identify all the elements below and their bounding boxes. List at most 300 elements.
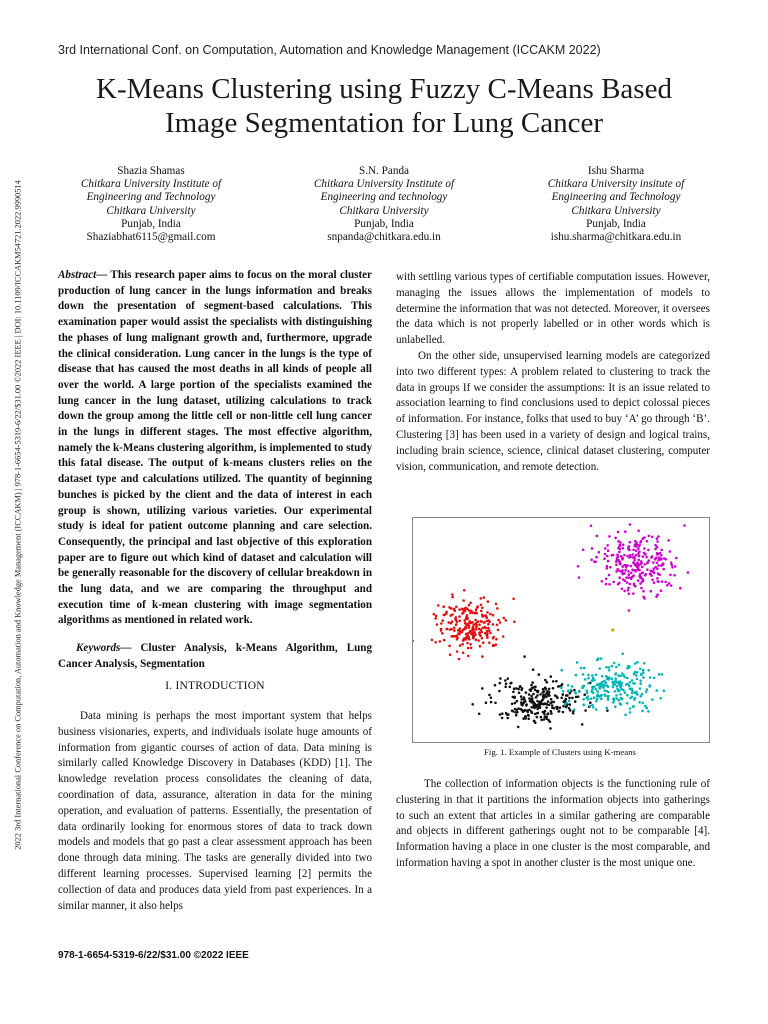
centroid-point <box>611 628 614 631</box>
side-doi-text: 2022 3rd International Conference on Computation, Automation and Knowledge Management (ICCAKM) | 978-1-6654-5319-6/22/$31.00 ©2022 IEEE | DOI: 10.1109/ICCAKM54721.2022.9990514 <box>13 180 23 850</box>
cluster-point <box>534 721 537 724</box>
cluster-point <box>535 705 538 708</box>
cluster-point <box>464 607 467 610</box>
cluster-point <box>560 669 563 672</box>
cluster-point <box>517 726 520 729</box>
cluster-point <box>650 556 653 559</box>
cluster-point <box>499 621 502 624</box>
cluster-point <box>475 638 478 641</box>
cluster-point <box>462 652 465 655</box>
cluster-point <box>621 557 624 560</box>
cluster-point <box>516 711 519 714</box>
cluster-point <box>619 702 622 705</box>
cluster-point <box>687 571 690 574</box>
cluster-point <box>453 629 456 632</box>
cluster-point <box>463 589 466 592</box>
cluster-point <box>664 581 667 584</box>
cluster-point <box>639 668 642 671</box>
cluster-point <box>586 689 589 692</box>
cluster-point <box>469 612 472 615</box>
cluster-point <box>457 629 460 632</box>
cluster-point <box>635 554 638 557</box>
cluster-point <box>607 698 610 701</box>
cluster-point <box>560 686 563 689</box>
cluster-point <box>527 714 530 717</box>
cluster-point <box>548 688 551 691</box>
cluster-point <box>663 690 666 693</box>
cluster-point <box>449 653 452 656</box>
cluster-point <box>501 717 504 720</box>
cluster-point <box>639 695 642 698</box>
cluster-point <box>608 583 611 586</box>
cluster-point <box>646 688 649 691</box>
cluster-point <box>466 617 469 620</box>
cluster-point <box>609 566 612 569</box>
intro-paragraph-1: Data mining is perhaps the most important system that helps business visionaries, experts, and individuals isolate huge amounts of information from gigantic courses of action of data. Data mining is similarly called Knowledge Discovery in Databases (KDD) [1]. The knowledge revelation process consolidates the cleaning of data, coordination of data, assurance, alteration in data for the mining operation, and evaluation of patterns. Essentially, the presentation of data ordinarily looking for enormous stores of data to track down models and models that go past a clear assessment approach has been done through data mining. The tasks are generally divided into two different learning processes. Supervised learning [2] permits the collection of data and produces data yield from past experiences. In a similar manner, it also helps <box>58 710 372 912</box>
cluster-point <box>513 696 516 699</box>
cluster-point <box>625 564 628 567</box>
cluster-point <box>450 607 453 610</box>
cluster-point <box>539 693 542 696</box>
cluster-point <box>661 564 664 567</box>
cluster-point <box>620 681 623 684</box>
footer-copyright: 978-1-6654-5319-6/22/$31.00 ©2022 IEEE <box>58 950 249 961</box>
cluster-point <box>455 623 458 626</box>
cluster-point <box>612 686 615 689</box>
cluster-point <box>615 564 618 567</box>
cluster-point <box>577 695 580 698</box>
cluster-point <box>600 657 603 660</box>
cluster-point <box>482 641 485 644</box>
author-location: Punjab, India <box>354 217 414 230</box>
cluster-point <box>647 710 650 713</box>
cluster-point <box>578 690 581 693</box>
author-affiliation: Chitkara University Institute of <box>80 178 222 191</box>
cluster-point <box>413 640 414 643</box>
cluster-point <box>530 684 533 687</box>
cluster-point <box>495 603 498 606</box>
cluster-point <box>558 710 561 713</box>
cluster-point <box>614 705 617 708</box>
cluster-point <box>673 574 676 577</box>
cluster-point <box>618 562 621 565</box>
cluster-point <box>660 554 663 557</box>
cluster-point <box>626 677 629 680</box>
cluster-point <box>606 709 609 712</box>
cluster-point <box>446 628 449 631</box>
cluster-point <box>670 564 673 567</box>
cluster-point <box>593 697 596 700</box>
cluster-point <box>606 567 609 570</box>
cluster-point <box>629 583 632 586</box>
cluster-point <box>572 712 575 715</box>
cluster-point <box>634 662 637 665</box>
cluster-point <box>641 710 644 713</box>
cluster-point <box>594 688 597 691</box>
cluster-point <box>628 549 631 552</box>
cluster-point <box>550 712 553 715</box>
cluster-point <box>628 576 631 579</box>
cluster-point <box>464 610 467 613</box>
cluster-point <box>651 698 654 701</box>
cluster-point <box>494 702 497 705</box>
cluster-point <box>443 614 446 617</box>
cluster-point <box>624 691 627 694</box>
cluster-point <box>656 593 659 596</box>
cluster-point <box>629 541 632 544</box>
cluster-point <box>484 614 487 617</box>
cluster-point <box>469 602 472 605</box>
cluster-point <box>604 695 607 698</box>
cluster-point <box>546 690 549 693</box>
cluster-point <box>531 681 534 684</box>
cluster-point <box>660 589 663 592</box>
cluster-point <box>624 579 627 582</box>
author-affiliation: Engineering and technology <box>320 191 448 204</box>
cluster-point <box>486 634 489 637</box>
author-affiliation: Engineering and Technology <box>86 191 216 204</box>
cluster-point <box>441 632 444 635</box>
cluster-point <box>568 700 571 703</box>
cluster-point <box>644 563 647 566</box>
cluster-point <box>537 690 540 693</box>
cluster-point <box>583 667 586 670</box>
cluster-point <box>587 674 590 677</box>
cluster-point <box>646 568 649 571</box>
cluster-point <box>577 565 580 568</box>
cluster-point <box>474 612 477 615</box>
cluster-point <box>434 617 437 620</box>
right-column-text-2 <box>396 777 710 872</box>
cluster-point <box>634 569 637 572</box>
cluster-point <box>440 622 443 625</box>
author-affiliation: Chitkara University insitute of <box>547 178 685 191</box>
cluster-point <box>448 645 451 648</box>
cluster-point <box>648 535 651 538</box>
right-paragraph-1: with settling various types of certifiable computation issues. However, managing the issues allows the implementation of models to determine the information that was not detected. Moreover, it oversees the data which is not properly labelled or in other words which is unlabelled. <box>396 271 710 347</box>
cluster-point <box>474 619 477 622</box>
cluster-point <box>595 556 598 559</box>
cluster-point <box>536 700 539 703</box>
introduction-paragraph <box>58 709 372 914</box>
cluster-point <box>581 687 584 690</box>
cluster-point <box>562 705 565 708</box>
cluster-point <box>598 551 601 554</box>
cluster-point <box>494 684 497 687</box>
cluster-point <box>622 547 625 550</box>
cluster-point <box>472 636 475 639</box>
keywords <box>58 641 372 672</box>
cluster-point <box>520 698 523 701</box>
cluster-point <box>635 674 638 677</box>
cluster-point <box>596 535 599 538</box>
cluster-point <box>604 547 607 550</box>
cluster-point <box>575 674 578 677</box>
cluster-point <box>509 682 512 685</box>
cluster-point <box>527 718 530 721</box>
cluster-point <box>591 679 594 682</box>
author-email: snpanda@chitkara.edu.in <box>327 231 441 244</box>
cluster-point <box>492 644 495 647</box>
author-location: Punjab, India <box>121 217 181 230</box>
cluster-point <box>550 675 553 678</box>
cluster-point <box>617 531 620 534</box>
cluster-point <box>536 716 539 719</box>
cluster-point <box>558 685 561 688</box>
cluster-point <box>663 557 666 560</box>
cluster-point <box>660 558 663 561</box>
cluster-point <box>629 681 632 684</box>
cluster-point <box>593 560 596 563</box>
cluster-point <box>637 579 640 582</box>
cluster-point <box>626 581 629 584</box>
cluster-point <box>605 578 608 581</box>
cluster-point <box>465 638 468 641</box>
cluster-point <box>638 555 641 558</box>
cluster-point <box>658 673 661 676</box>
cluster-point <box>634 585 637 588</box>
cluster-point <box>596 690 599 693</box>
cluster-point <box>556 697 559 700</box>
cluster-point <box>618 545 621 548</box>
cluster-point <box>591 547 594 550</box>
cluster-point <box>468 625 471 628</box>
author-affiliation: Chitkara University <box>339 204 429 217</box>
author-name: Ishu Sharma <box>587 165 645 177</box>
cluster-point <box>549 727 552 730</box>
cluster-point <box>477 639 480 642</box>
cluster-point <box>642 671 645 674</box>
cluster-point <box>629 523 632 526</box>
cluster-scatter-plot <box>413 518 709 742</box>
cluster-point <box>471 627 474 630</box>
cluster-point <box>458 658 461 661</box>
cluster-point <box>607 691 610 694</box>
cluster-point <box>511 709 514 712</box>
cluster-point <box>624 714 627 717</box>
cluster-point <box>601 675 604 678</box>
cluster-point <box>466 642 469 645</box>
cluster-point <box>627 570 630 573</box>
cluster-point <box>659 697 662 700</box>
cluster-point <box>656 546 659 549</box>
cluster-point <box>633 559 636 562</box>
cluster-point <box>652 561 655 564</box>
cluster-point <box>587 698 590 701</box>
cluster-point <box>656 577 659 580</box>
cluster-point <box>648 684 651 687</box>
cluster-point <box>618 551 621 554</box>
cluster-point <box>483 621 486 624</box>
cluster-point <box>498 690 501 693</box>
cluster-point <box>657 535 660 538</box>
cluster-point <box>639 582 642 585</box>
cluster-point <box>481 607 484 610</box>
cluster-point <box>641 702 644 705</box>
cluster-point <box>532 668 535 671</box>
right-column-text <box>396 270 710 475</box>
cluster-point <box>455 635 458 638</box>
cluster-point <box>634 671 637 674</box>
cluster-point <box>546 703 549 706</box>
author-location: Punjab, India <box>586 217 646 230</box>
cluster-point <box>629 711 632 714</box>
cluster-point <box>622 689 625 692</box>
cluster-point <box>451 620 454 623</box>
cluster-point <box>578 576 581 579</box>
cluster-point <box>657 572 660 575</box>
cluster-point <box>587 677 590 680</box>
cluster-point <box>618 690 621 693</box>
cluster-point <box>615 697 618 700</box>
cluster-point <box>653 677 656 680</box>
cluster-point <box>513 621 516 624</box>
cluster-point <box>598 683 601 686</box>
cluster-point <box>621 698 624 701</box>
cluster-point <box>543 718 546 721</box>
cluster-point <box>492 614 495 617</box>
cluster-point <box>554 694 557 697</box>
cluster-point <box>515 714 518 717</box>
cluster-point <box>505 683 508 686</box>
cluster-point <box>492 623 495 626</box>
side-doi-strip <box>8 125 28 905</box>
cluster-point <box>546 681 549 684</box>
cluster-point <box>655 566 658 569</box>
title-line-2: Image Segmentation for Lung Cancer <box>164 107 604 139</box>
cluster-point <box>559 706 562 709</box>
cluster-point <box>568 707 571 710</box>
cluster-point <box>637 569 640 572</box>
cluster-point <box>647 549 650 552</box>
cluster-point <box>656 561 659 564</box>
cluster-point <box>617 583 620 586</box>
cluster-point <box>520 701 523 704</box>
author-block-2 <box>284 165 484 244</box>
cluster-point <box>627 587 630 590</box>
cluster-point <box>455 606 458 609</box>
cluster-point <box>589 705 592 708</box>
cluster-point <box>660 549 663 552</box>
cluster-point <box>573 708 576 711</box>
cluster-point <box>648 559 651 562</box>
cluster-point <box>449 628 452 631</box>
author-block-3 <box>516 165 716 244</box>
cluster-point <box>451 596 454 599</box>
cluster-point <box>621 573 624 576</box>
cluster-point <box>627 665 630 668</box>
cluster-point <box>637 566 640 569</box>
cluster-point <box>662 568 665 571</box>
cluster-point <box>641 578 644 581</box>
cluster-point <box>442 605 445 608</box>
cluster-point <box>520 695 523 698</box>
author-affiliation: Chitkara University Institute of <box>313 178 455 191</box>
cluster-point <box>619 693 622 696</box>
cluster-point <box>531 697 534 700</box>
cluster-point <box>641 566 644 569</box>
cluster-point <box>616 681 619 684</box>
cluster-point <box>542 694 545 697</box>
cluster-point <box>632 592 635 595</box>
cluster-point <box>650 590 653 593</box>
cluster-point <box>492 637 495 640</box>
cluster-point <box>612 701 615 704</box>
cluster-point <box>469 643 472 646</box>
cluster-point <box>614 690 617 693</box>
cluster-point <box>623 554 626 557</box>
cluster-point <box>505 712 508 715</box>
cluster-point <box>441 619 444 622</box>
cluster-point <box>593 686 596 689</box>
cluster-point <box>517 688 520 691</box>
cluster-point <box>481 637 484 640</box>
cluster-point <box>496 624 499 627</box>
cluster-point <box>590 525 593 528</box>
cluster-point <box>671 566 674 569</box>
cluster-point <box>530 701 533 704</box>
author-name: Shazia Shamas <box>117 165 185 177</box>
cluster-point <box>525 691 528 694</box>
cluster-point <box>543 713 546 716</box>
cluster-point <box>548 704 551 707</box>
cluster-point <box>607 560 610 563</box>
cluster-point <box>606 707 609 710</box>
cluster-point <box>475 628 478 631</box>
cluster-point <box>459 644 462 647</box>
cluster-point <box>550 710 553 713</box>
cluster-point <box>507 677 510 680</box>
cluster-point <box>571 697 574 700</box>
cluster-point <box>543 690 546 693</box>
cluster-point <box>586 692 589 695</box>
cluster-point <box>613 662 616 665</box>
cluster-point <box>591 674 594 677</box>
cluster-point <box>615 694 618 697</box>
cluster-point <box>628 684 631 687</box>
cluster-point <box>518 692 521 695</box>
cluster-point <box>661 673 664 676</box>
cluster-point <box>489 632 492 635</box>
cluster-point <box>481 687 484 690</box>
cluster-point <box>567 690 570 693</box>
cluster-point <box>506 717 509 720</box>
cluster-point <box>633 583 636 586</box>
cluster-point <box>458 619 461 622</box>
cluster-point <box>465 624 468 627</box>
cluster-point <box>552 687 555 690</box>
cluster-point <box>641 537 644 540</box>
cluster-point <box>655 689 658 692</box>
cluster-point <box>547 712 550 715</box>
cluster-point <box>634 697 637 700</box>
cluster-point <box>560 697 563 700</box>
cluster-point <box>475 608 478 611</box>
cluster-point <box>449 614 452 617</box>
cluster-point <box>480 604 483 607</box>
cluster-point <box>515 687 518 690</box>
cluster-point <box>531 687 534 690</box>
cluster-point <box>624 569 627 572</box>
figure-clusters <box>412 517 710 743</box>
cluster-point <box>452 635 455 638</box>
cluster-point <box>643 662 646 665</box>
cluster-point <box>608 535 611 538</box>
cluster-point <box>582 703 585 706</box>
cluster-point <box>497 629 500 632</box>
cluster-point <box>658 556 661 559</box>
cluster-point <box>635 549 638 552</box>
